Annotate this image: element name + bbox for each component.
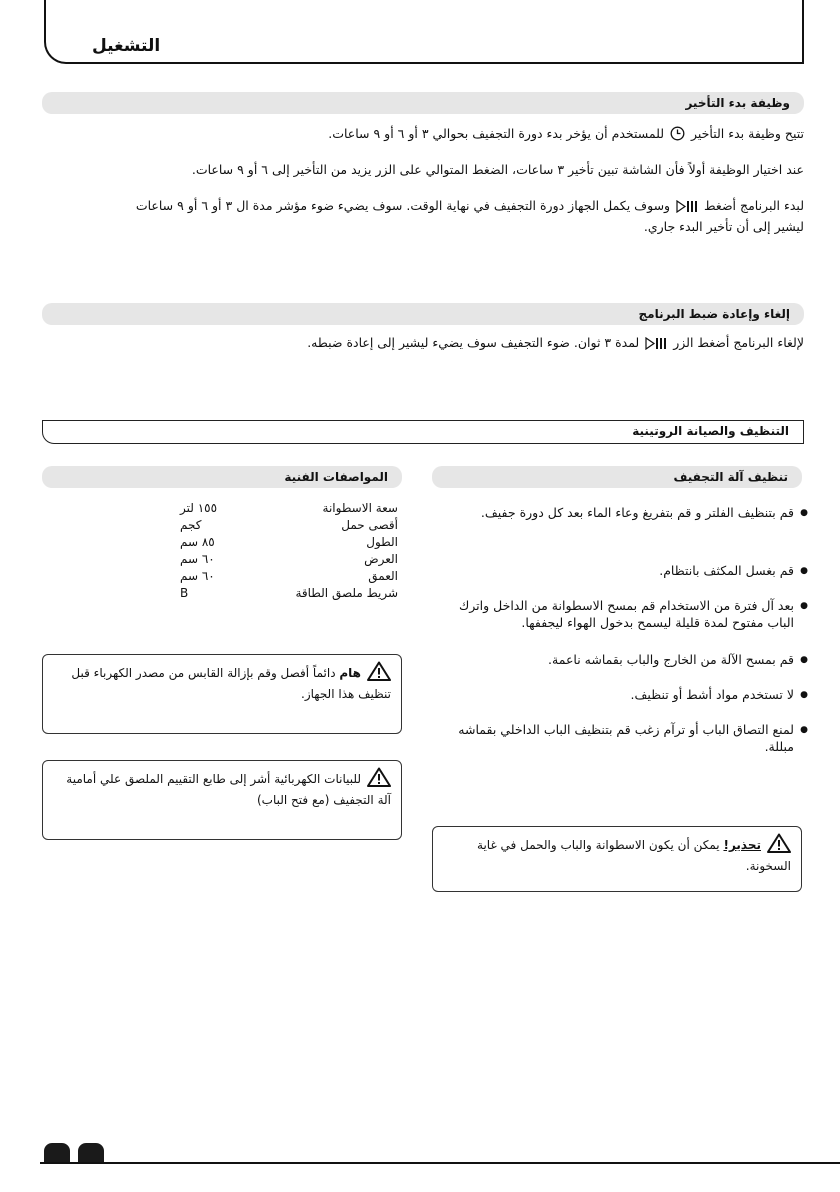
electrical-info-box bbox=[42, 760, 402, 840]
delay-paragraph-3: لبدء البرنامج أضغط وسوف يكمل الجهاز دورة التجفيف في نهاية الوقت. سوف يضيء ضوء مؤشر مدة ال ٣ أو ٦ أو ٩ ساعات ليشير إلى أن تأخير البدء جاري. bbox=[34, 197, 804, 236]
spec-row: سعة الاسطوانة ١٥٥ لتر bbox=[180, 501, 398, 515]
spec-row: الطول ٨٥ سم bbox=[180, 535, 398, 549]
warning-icon bbox=[767, 833, 791, 858]
spec-row: أقصى حمل كجم bbox=[180, 518, 398, 532]
start-pause-icon bbox=[676, 200, 698, 218]
delay-paragraph-1: تتيح وظيفة بدء التأخير للمستخدم أن يؤخر بدء دورة التجفيف بحوالي ٣ أو ٦ أو ٩ ساعات. bbox=[64, 125, 804, 146]
delay-section-heading: وظيفة بدء التأخير bbox=[42, 92, 804, 114]
important-warning-box bbox=[42, 654, 402, 734]
cleaning-heading: تنظيف آلة التجفيف bbox=[432, 466, 802, 488]
spec-row: العمق ٦٠ سم bbox=[180, 569, 398, 583]
specs-heading: المواصفات الفنية bbox=[42, 466, 402, 488]
list-item: ● بعد آل فترة من الاستخدام قم بمسح الاسطوانة من الداخل واترك الباب مفتوح لمدة قليلة ليسمح بدخول الهواء ليجففها. bbox=[446, 597, 806, 631]
warning-icon bbox=[367, 661, 391, 686]
cancel-section-heading: إلغاء وإعادة ضبط البرنامج bbox=[42, 303, 804, 325]
electrical-text: للبيانات الكهربائية أشر إلى طابع التقييم الملصق علي أمامية آلة التجفيف (مع فتح الباب) bbox=[66, 772, 391, 807]
caution-box bbox=[432, 826, 802, 892]
important-text: دائماً أفصل وقم بإزالة القابس من مصدر الكهرباء قبل تنظيف هذا الجهاز. bbox=[71, 666, 391, 701]
delay-clock-icon bbox=[670, 126, 685, 146]
list-item: ● لا تستخدم مواد أشط أو تنظيف. bbox=[446, 686, 806, 703]
important-label: هام bbox=[339, 666, 361, 680]
page-tab-right bbox=[78, 1143, 104, 1163]
footer-rule bbox=[40, 1162, 840, 1164]
spec-row: العرض ٦٠ سم bbox=[180, 552, 398, 566]
list-item: ● قم بغسل المكثف بانتظام. bbox=[446, 562, 806, 579]
delay-paragraph-2: عند اختيار الوظيفة أولاً فأن الشاشة تبين تأخير ٣ ساعات، الضغط المتوالي على الزر يزيد من التأخير إلى ٦ أو ٩ ساعات. bbox=[191, 162, 804, 177]
delay-paragraph-3-line2: ليشير إلى أن تأخير البدء جاري. bbox=[643, 219, 804, 234]
warning-icon bbox=[367, 767, 391, 792]
list-item: ● قم بتنظيف الفلتر و قم بتفريغ وعاء الماء بعد كل دورة جفيف. bbox=[446, 504, 806, 521]
caution-label: تحذير! bbox=[723, 838, 761, 852]
list-item: ● قم بمسح الآلة من الخارج والباب بقماشه ناعمة. bbox=[446, 651, 806, 668]
start-pause-icon bbox=[645, 337, 667, 355]
specs-table bbox=[180, 500, 398, 602]
page-tab-left bbox=[44, 1143, 70, 1163]
list-item: ● لمنع التصاق الباب أو ترآم زغب قم بتنظيف الباب الداخلي بقماشه مبللة. bbox=[446, 721, 806, 755]
spec-row: شريط ملصق الطاقة B bbox=[180, 586, 398, 600]
page-title: التشغيل bbox=[92, 36, 161, 56]
caution-text: يمكن أن يكون الاسطوانة والباب والحمل في غاية السخونة. bbox=[477, 838, 791, 873]
maintenance-heading: التنظيف والصيانة الروتينية bbox=[42, 420, 804, 444]
cancel-paragraph: لإلغاء البرنامج أضغط الزر لمدة ٣ ثوان. ضوء التجفيف سوف يضيء ليشير إلى إعادة ضبطه. bbox=[64, 334, 804, 355]
